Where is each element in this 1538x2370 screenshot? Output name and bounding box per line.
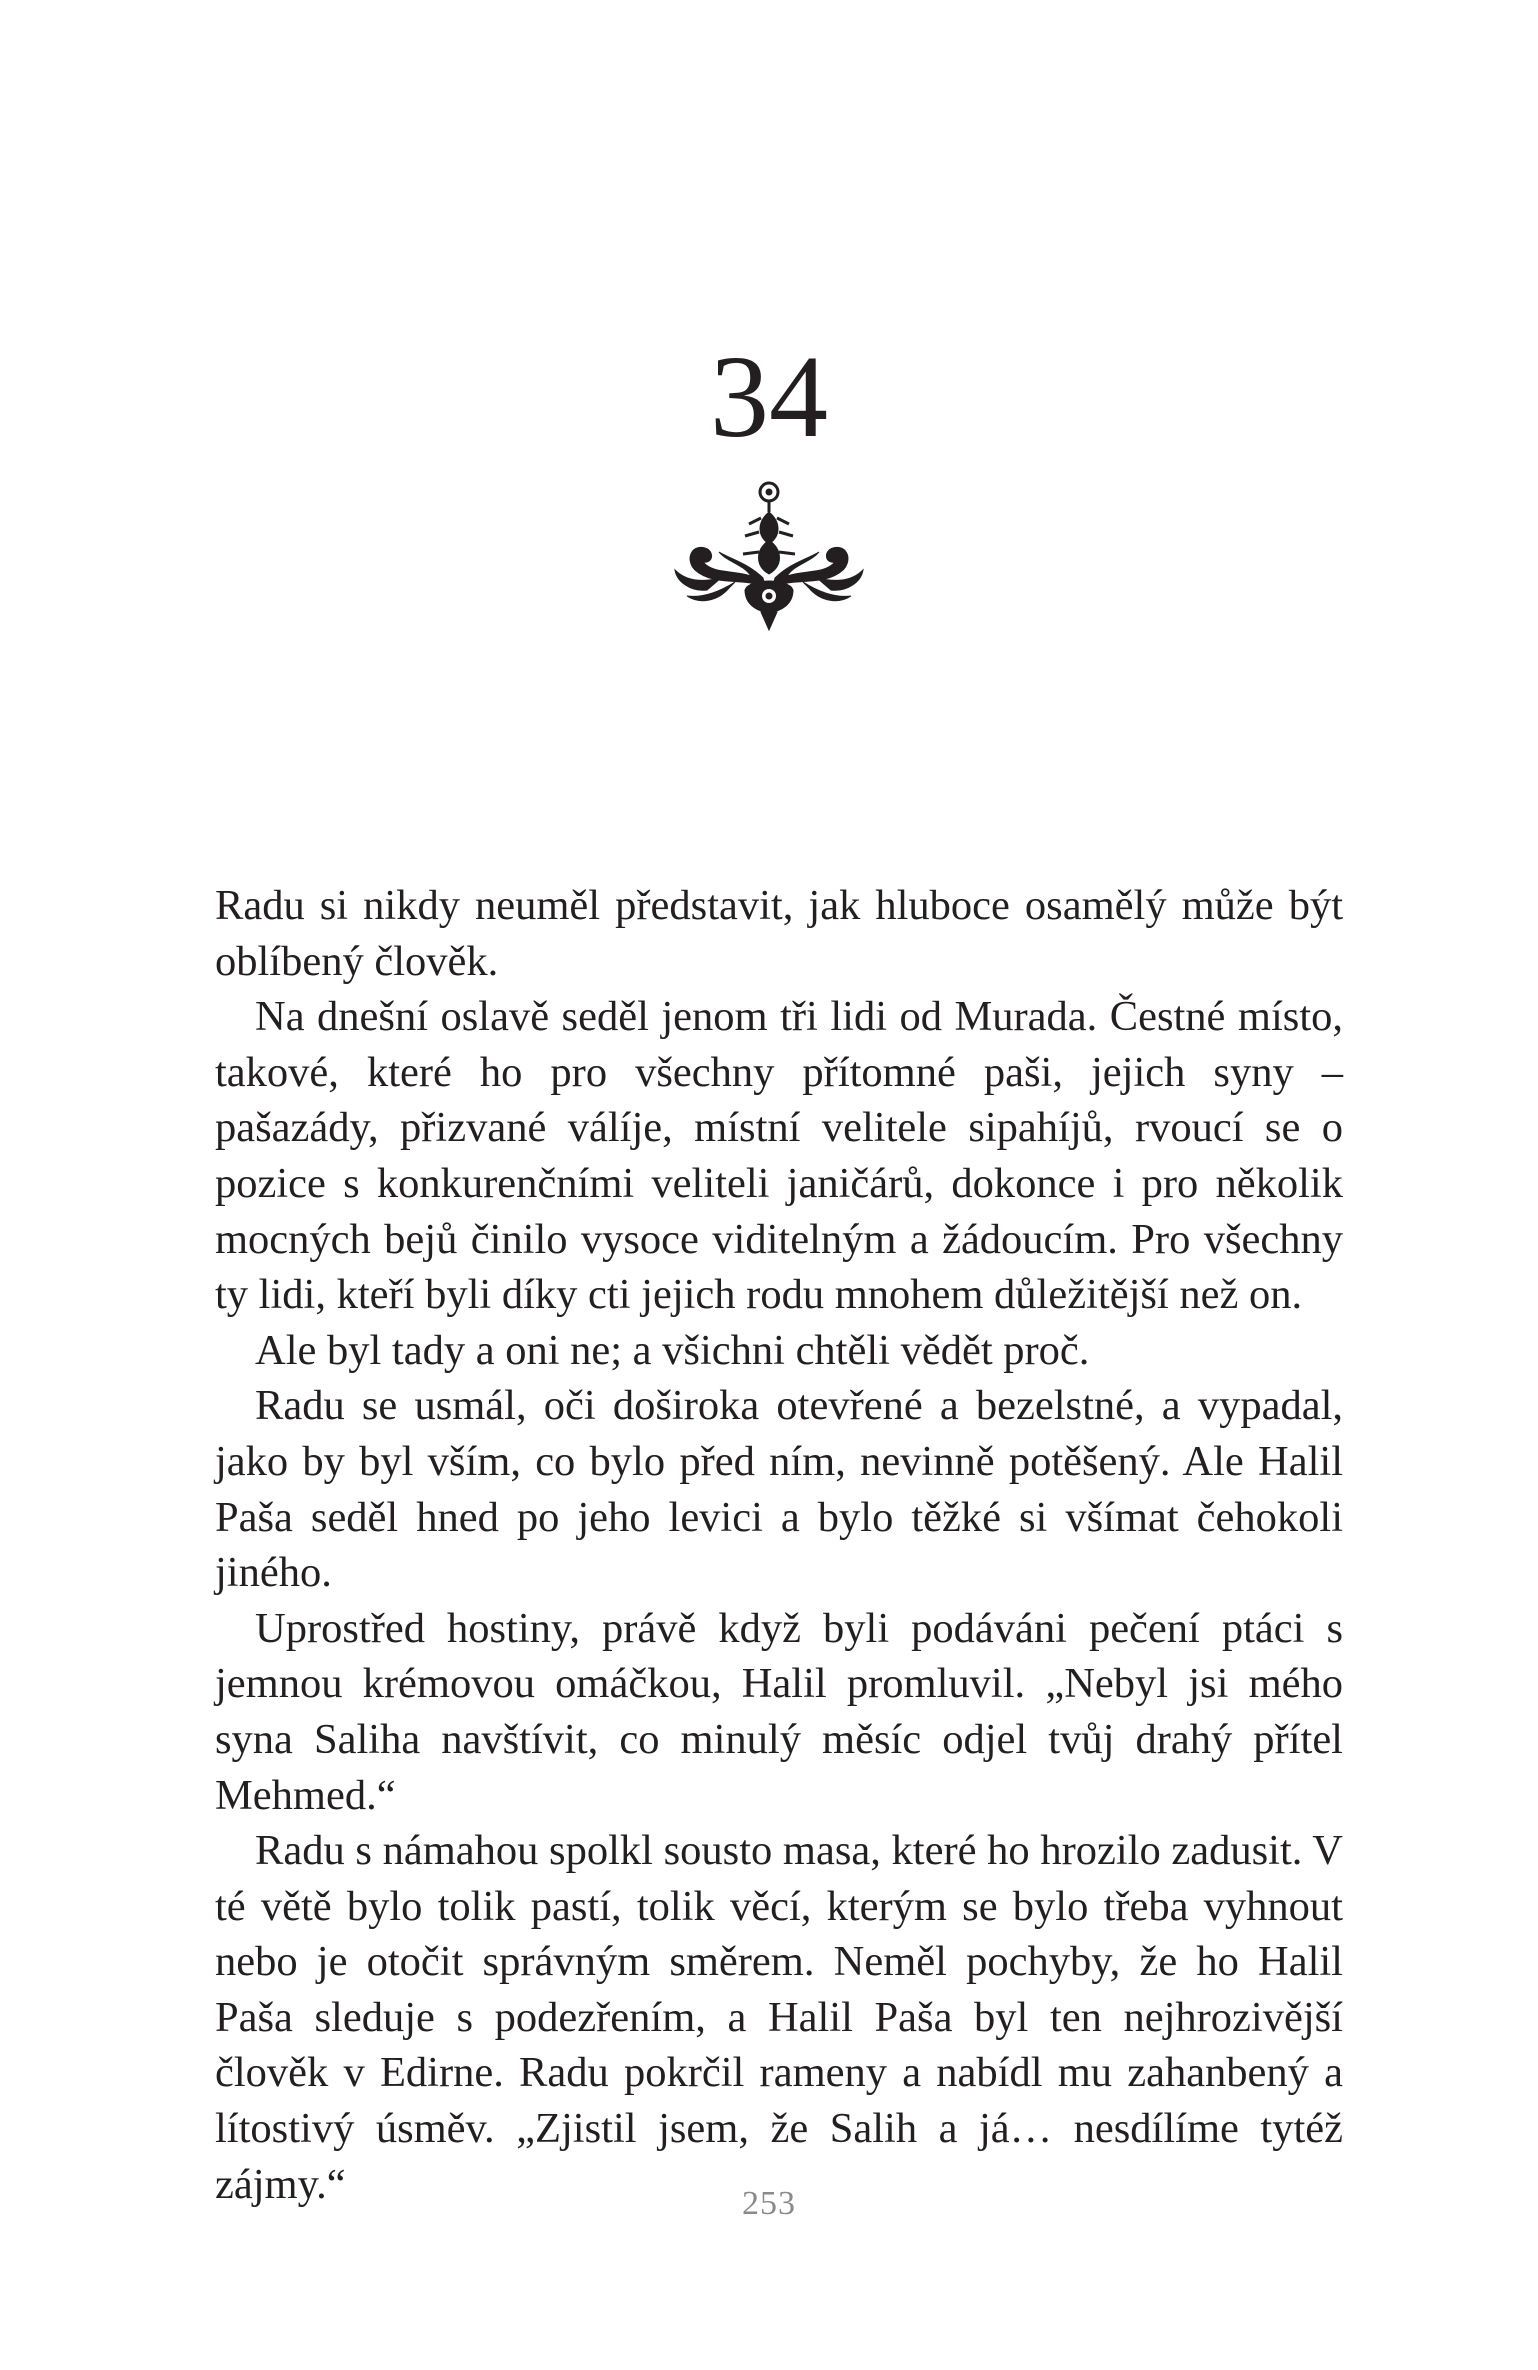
paragraph: Radu se usmál, oči doširoka otevřené a bezelstné, a vypadal, jako by byl vším, co bylo před ním, nevinně potěšený. Ale Halil Paša seděl hned po jeho levici a bylo těžké si všímat čehokoli jiného.	[215, 1382, 1343, 1597]
fleuron-ornament-icon	[669, 478, 869, 633]
chapter-number: 34	[710, 331, 828, 462]
paragraph: Radu si nikdy neuměl představit, jak hluboce osamělý může být oblíbený člověk.	[215, 882, 1343, 985]
chapter-body	[215, 878, 1343, 2212]
page-number: 253	[742, 2185, 796, 2222]
paragraph: Na dnešní oslavě seděl jenom tři lidi od Murada. Čestné místo, takové, které ho pro všechny přítomné paši, jejich syny – pašazády, přizvané válíje, místní velitele sipahíjů, rvoucí se o pozice s konkurenčními veliteli janičárů, dokonce i pro několik mocných bejů činilo vysoce viditelným a žádoucím. Pro všechny ty lidi, kteří byli díky cti jejich rodu mnohem důležitější než on.	[215, 993, 1343, 1319]
paragraph: Ale byl tady a oni ne; a všichni chtěli vědět proč.	[255, 1326, 1090, 1374]
paragraph: Uprostřed hostiny, právě když byli podáváni pečení ptáci s jemnou krémovou omáčkou, Halil promluvil. „Nebyl jsi mého syna Saliha navštívit, co minulý měsíc odjel tvůj drahý přítel Mehmed.“	[215, 1604, 1343, 1819]
paragraph: Radu s námahou spolkl sousto masa, které ho hrozilo zadusit. V té větě bylo tolik pastí, tolik věcí, kterým se bylo třeba vyhnout nebo je otočit správným směrem. Neměl pochyby, že ho Halil Paša sleduje s podezřením, a Halil Paša byl ten nejhrozivější člověk v Edirne. Radu pokrčil rameny a nabídl mu zahanbený a lítostivý úsměv. „Zjistil jsem, že Salih a já… nesdílíme tytéž zájmy.“	[215, 1827, 1343, 2208]
